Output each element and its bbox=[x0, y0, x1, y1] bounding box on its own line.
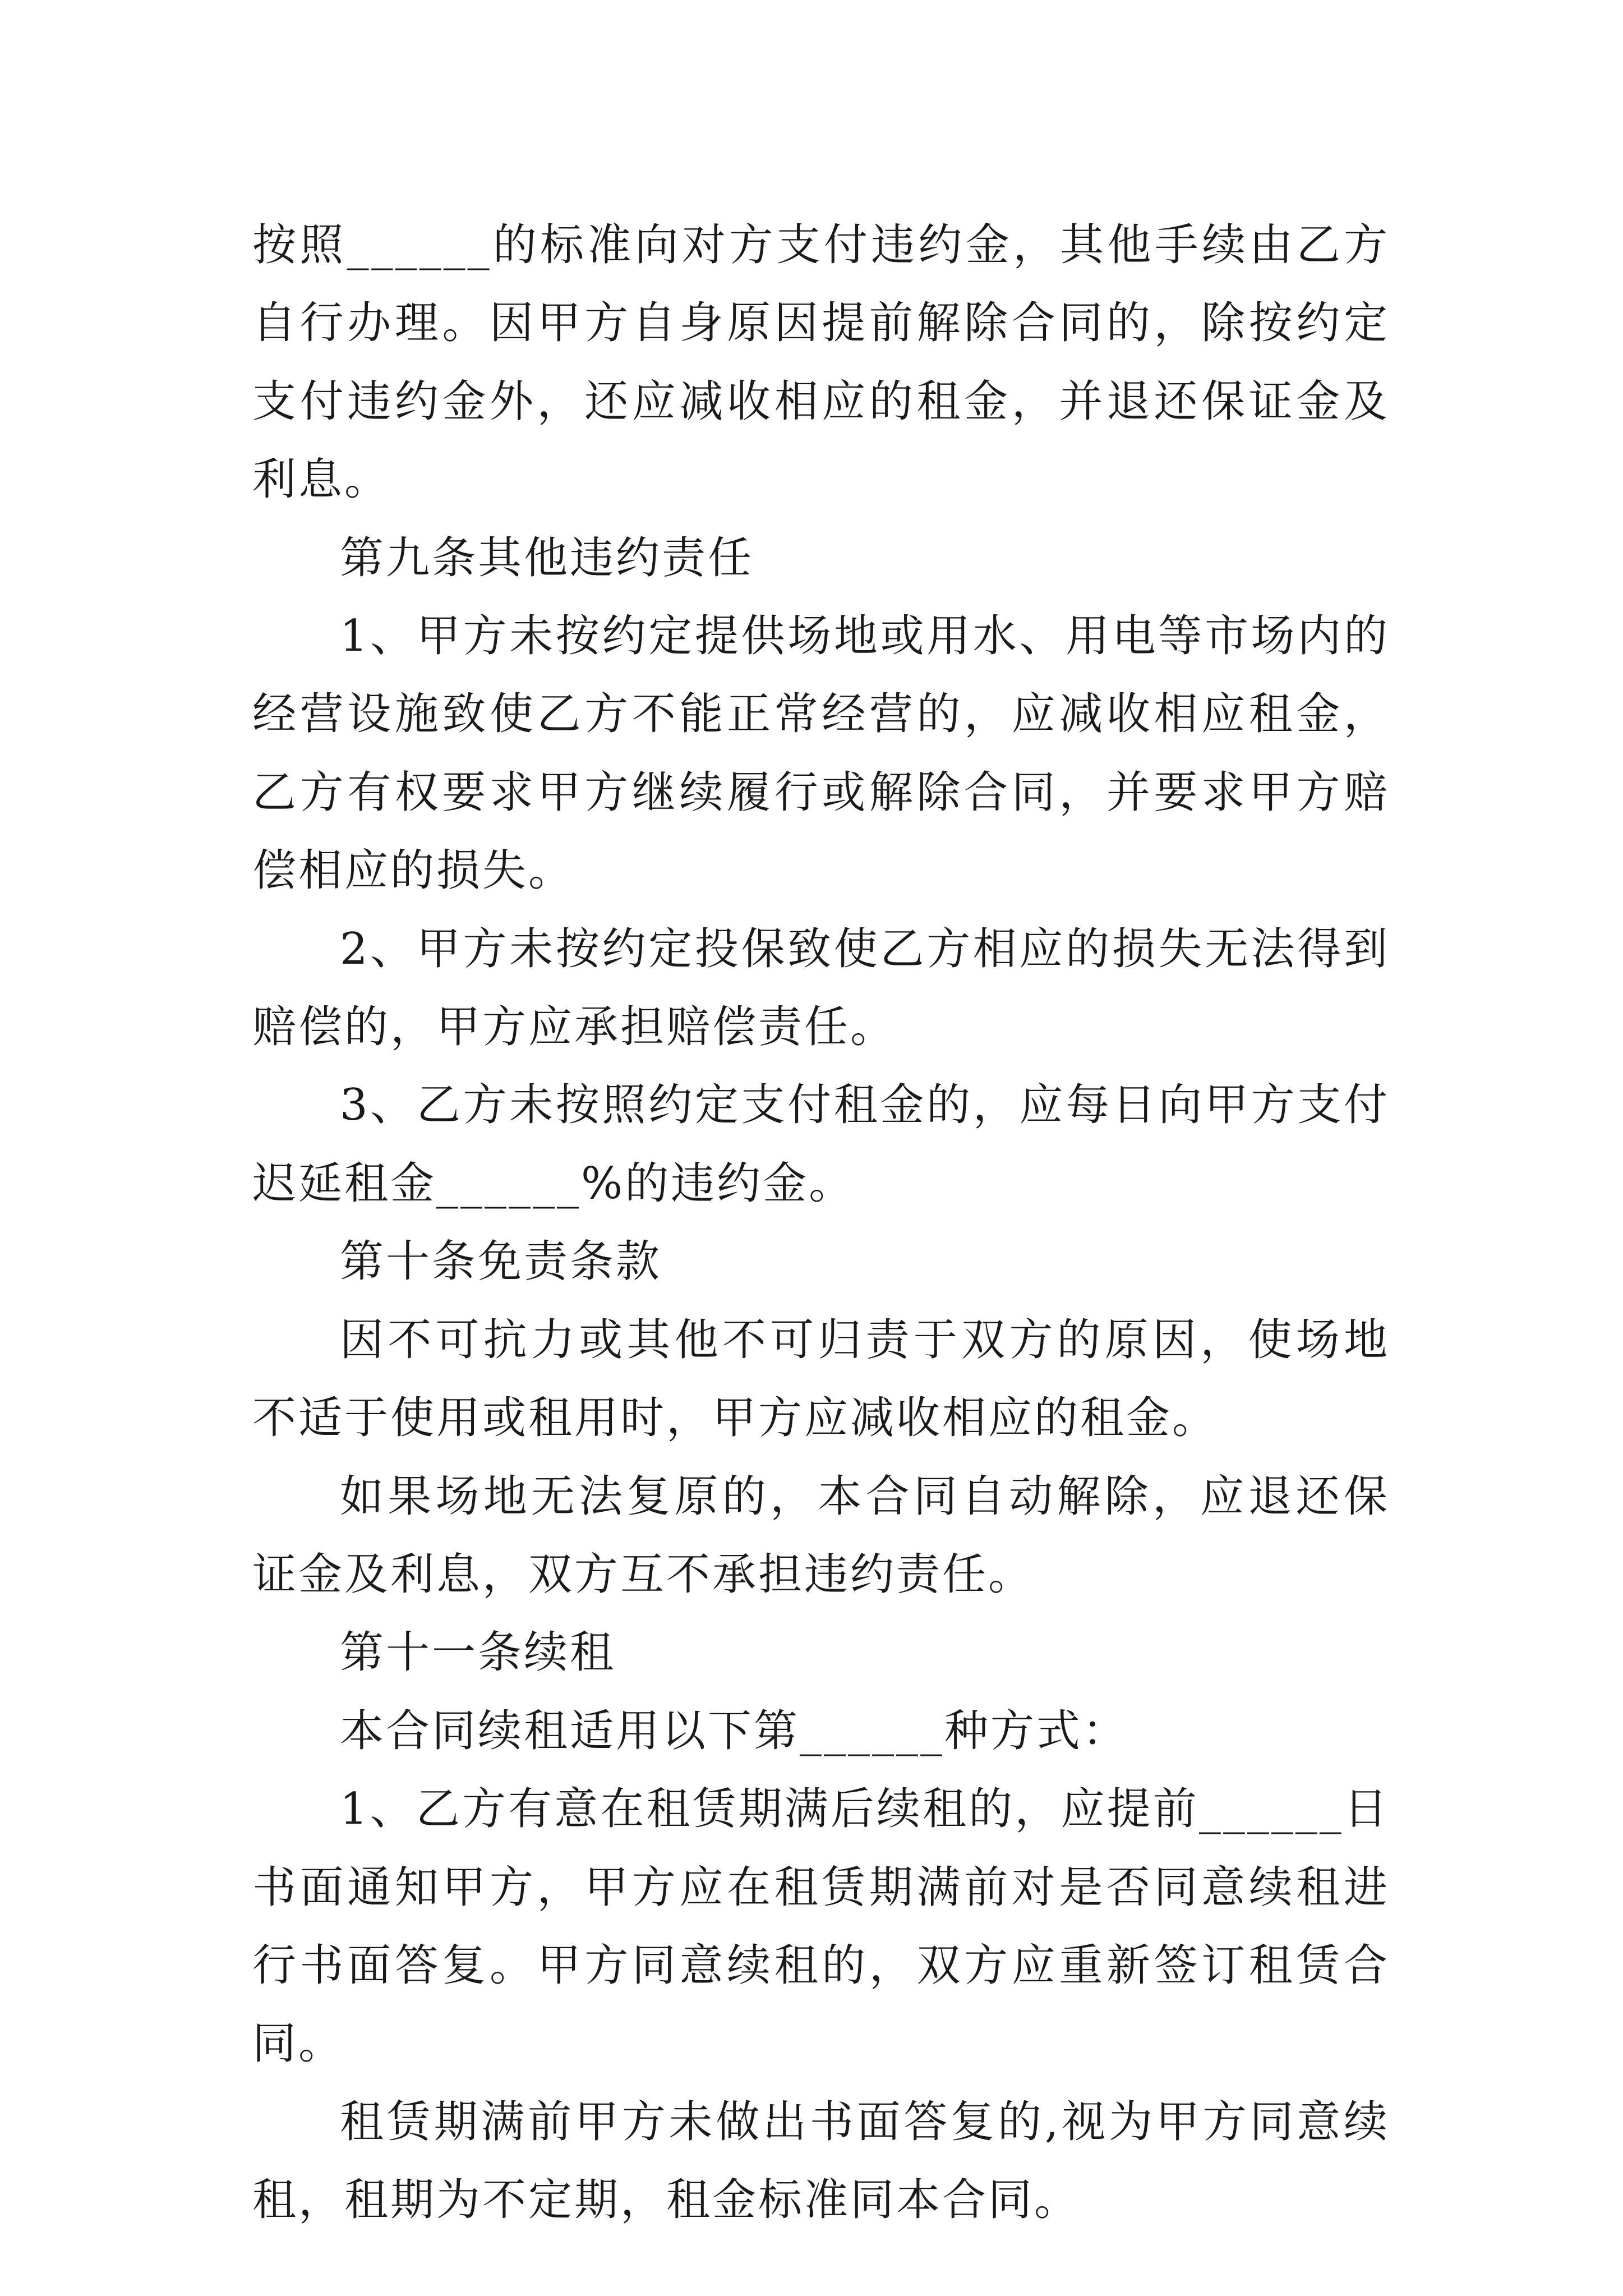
paragraph-clause: 租赁期满前甲方未做出书面答复的,视为甲方同意续租，租期为不定期，租金标准同本合同。 bbox=[252, 2096, 1390, 2226]
section-heading-article-10: 第十条免责条款 bbox=[340, 1236, 662, 1287]
paragraph-clause: 本合同续租适用以下第______种方式： bbox=[340, 1705, 1129, 1756]
paragraph-clause: 1、甲方未按约定提供场地或用水、用电等市场内的经营设施致使乙方不能正常经营的，应减收相应租金，乙方有权要求甲方继续履行或解除合同，并要求甲方赔偿相应的损失。 bbox=[252, 611, 1390, 896]
paragraph-clause: 3、乙方未按照约定支付租金的，应每日向甲方支付迟延租金______%的违约金。 bbox=[252, 1080, 1390, 1209]
paragraph-continuation: 按照______的标准向对方支付违约金，其他手续由乙方自行办理。因甲方自身原因提前解除合同的，除按约定支付违约金外，还应减收相应的租金，并退还保证金及利息。 bbox=[252, 220, 1390, 505]
document-body bbox=[252, 206, 1390, 2240]
section-heading-article-9: 第九条其他违约责任 bbox=[340, 532, 754, 583]
paragraph-clause: 因不可抗力或其他不可归责于双方的原因，使场地不适于使用或租用时，甲方应减收相应的租金。 bbox=[252, 1314, 1390, 1444]
paragraph-clause: 2、甲方未按约定投保致使乙方相应的损失无法得到赔偿的，甲方应承担赔偿责任。 bbox=[252, 923, 1390, 1053]
paragraph-clause: 如果场地无法复原的，本合同自动解除，应退还保证金及利息，双方互不承担违约责任。 bbox=[252, 1471, 1390, 1600]
paragraph-clause: 1、乙方有意在租赁期满后续租的，应提前______日书面通知甲方，甲方应在租赁期满前对是否同意续租进行书面答复。甲方同意续租的，双方应重新签订租赁合同。 bbox=[252, 1784, 1390, 2069]
section-heading-article-11: 第十一条续租 bbox=[340, 1627, 616, 1678]
